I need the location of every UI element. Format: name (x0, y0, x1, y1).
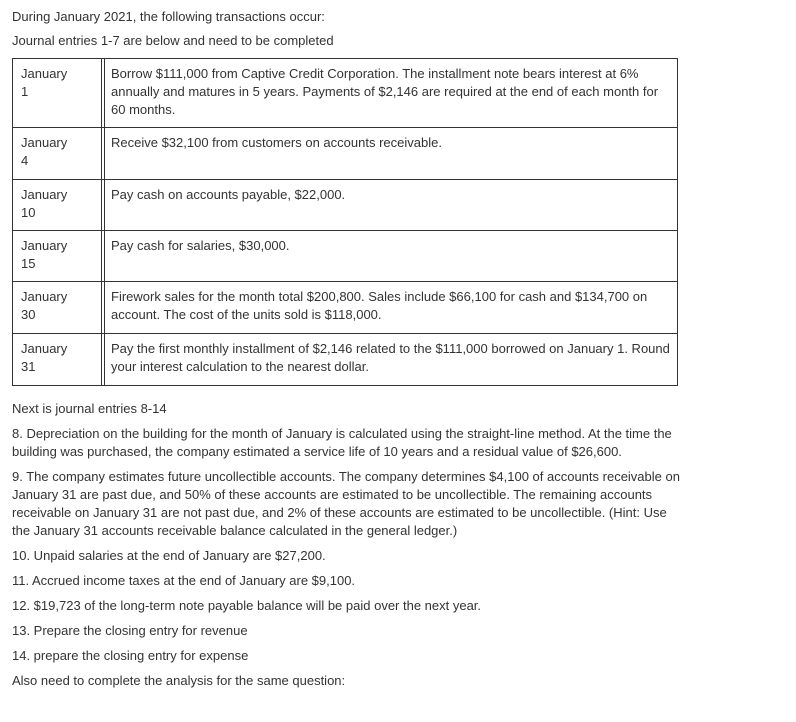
date-month: January (21, 66, 68, 81)
date-day: 1 (21, 84, 29, 99)
date-cell (13, 282, 102, 334)
date-month: January (21, 135, 68, 150)
description-cell: Borrow $111,000 from Captive Credit Corporation. The installment note bears interest at 6% annually and matures in 5 years. Payments of $2,146 are required at the end of each month for 60 months. (105, 59, 678, 128)
date-month: January (21, 289, 68, 304)
description-cell: Pay cash on accounts payable, $22,000. (105, 180, 678, 231)
date-cell (13, 231, 102, 282)
date-day: 30 (21, 307, 36, 322)
table-row (13, 231, 678, 282)
entry-11: 11. Accrued income taxes at the end of January are $9,100. (12, 573, 356, 588)
entry-9: 9. The company estimates future uncollectible accounts. The company determines $4,100 of accounts receivable on January 31 are past due, and 50% of these accounts are estimated to be uncollectible. The remaining accounts receivable on January 31 are not past due, and 2% of these accounts are estimated to be uncollectible. (Hint: Use the January 31 accounts receivable balance calculated in the general ledger.) (12, 469, 680, 538)
table-row (13, 334, 678, 386)
date-day: 15 (21, 256, 36, 271)
entry-14: 14. prepare the closing entry for expense (12, 648, 249, 663)
intro-text: During January 2021, the following transactions occur: (12, 9, 325, 24)
date-cell (13, 59, 102, 128)
entry-10: 10. Unpaid salaries at the end of January are $27,200. (12, 548, 326, 563)
table-row (13, 282, 678, 334)
subheading: Journal entries 1-7 are below and need to be completed (12, 32, 378, 59)
description-cell: Pay the first monthly installment of $2,146 related to the $111,000 borrowed on January 1. Round your interest calculation to the nearest dollar. (105, 334, 678, 386)
description-cell: Firework sales for the month total $200,800. Sales include $66,100 for cash and $134,700 on account. The cost of the units sold is $118,000. (105, 282, 678, 334)
date-day: 4 (21, 153, 29, 168)
table-row (13, 180, 678, 231)
entry-13: 13. Prepare the closing entry for revenue (12, 623, 248, 638)
date-month: January (21, 341, 68, 356)
date-cell (13, 334, 102, 386)
next-heading: Next is journal entries 8-14 (12, 401, 167, 416)
date-cell (13, 128, 102, 180)
description-cell: Pay cash for salaries, $30,000. (105, 231, 678, 282)
table-row (13, 59, 678, 128)
date-month: January (21, 187, 68, 202)
date-cell (13, 180, 102, 231)
description-cell: Receive $32,100 from customers on accounts receivable. (105, 128, 678, 180)
entry-8: 8. Depreciation on the building for the month of January is calculated using the straight-line method. At the time the building was purchased, the company estimated a service life of 10 years and a residual value of $26,600. (12, 426, 672, 459)
entries-8-14-section (12, 400, 682, 690)
date-day: 31 (21, 359, 36, 374)
date-month: January (21, 238, 68, 253)
table-row (13, 128, 678, 180)
footer-text: Also need to complete the analysis for the same question: (12, 673, 346, 688)
transactions-table (12, 58, 678, 386)
entry-12: 12. $19,723 of the long-term note payable balance will be paid over the next year. (12, 598, 482, 613)
date-day: 10 (21, 205, 36, 220)
